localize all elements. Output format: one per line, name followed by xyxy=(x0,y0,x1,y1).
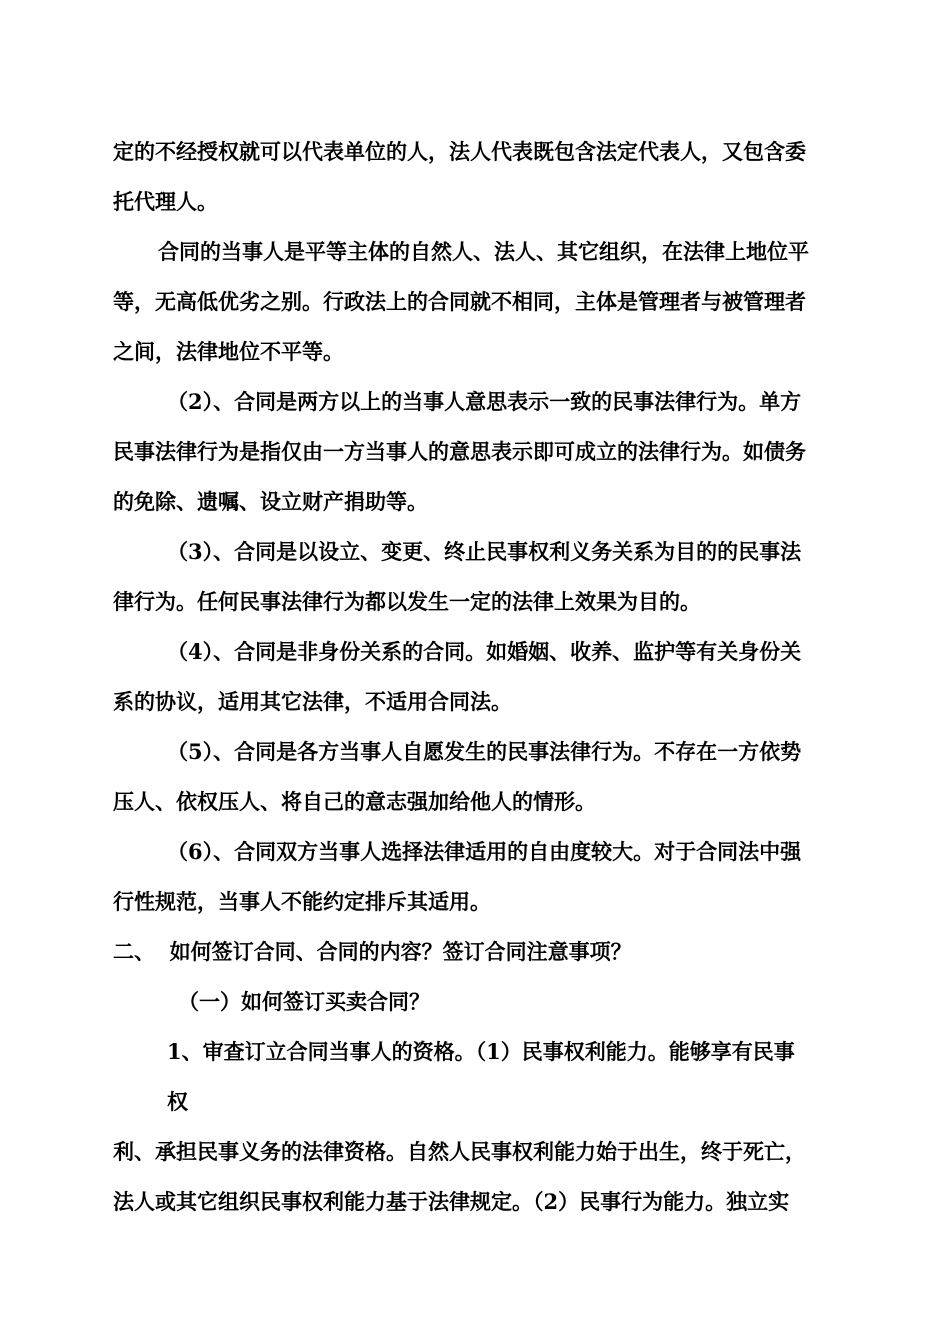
paragraph-line: 法人或其它组织民事权利能力基于法律规定。（2）民事行为能力。独立实 xyxy=(113,1189,790,1214)
paragraph-line: 行性规范，当事人不能约定排斥其适用。 xyxy=(113,889,491,914)
paragraph-line: 压人、依权压人、将自己的意志强加给他人的情形。 xyxy=(113,789,596,814)
subsection-heading: （一）如何签订买卖合同？ xyxy=(178,989,430,1014)
paragraph-line: 权 xyxy=(167,1089,188,1114)
paragraph-line: （5）、合同是各方当事人自愿发生的民事法律行为。不存在一方依势 xyxy=(167,739,802,764)
section-heading: 二、 如何签订合同、合同的内容？签订合同注意事项？ xyxy=(113,939,632,964)
paragraph-line: 的免除、遗嘱、设立财产捐助等。 xyxy=(113,489,428,514)
paragraph-line: （4）、合同是非身份关系的合同。如婚姻、收养、监护等有关身份关 xyxy=(167,639,802,664)
paragraph-line: 之间，法律地位不平等。 xyxy=(113,339,344,364)
paragraph-line: 1、审查订立合同当事人的资格。（1）民事权利能力。能够享有民事 xyxy=(167,1039,795,1064)
paragraph-line: 合同的当事人是平等主体的自然人、法人、其它组织，在法律上地位平 xyxy=(158,239,809,264)
paragraph-line: 等，无高低优劣之别。行政法上的合同就不相同，主体是管理者与被管理者 xyxy=(113,289,806,314)
paragraph-line: （3）、合同是以设立、变更、终止民事权利义务关系为目的的民事法 xyxy=(167,539,802,564)
paragraph-line: 民事法律行为是指仅由一方当事人的意思表示即可成立的法律行为。如债务 xyxy=(113,439,806,464)
paragraph-line: 定的不经授权就可以代表单位的人，法人代表既包含法定代表人，又包含委 xyxy=(113,139,806,164)
paragraph-line: 律行为。任何民事法律行为都以发生一定的法律上效果为目的。 xyxy=(113,589,701,614)
paragraph-line: 利、承担民事义务的法律资格。自然人民事权利能力始于出生，终于死亡， xyxy=(113,1139,806,1164)
paragraph-line: 托代理人。 xyxy=(113,189,218,214)
paragraph-line: （2）、合同是两方以上的当事人意思表示一致的民事法律行为。单方 xyxy=(167,389,802,414)
paragraph-line: 系的协议，适用其它法律，不适用合同法。 xyxy=(113,689,512,714)
paragraph-line: （6）、合同双方当事人选择法律适用的自由度较大。对于合同法中强 xyxy=(167,839,802,864)
